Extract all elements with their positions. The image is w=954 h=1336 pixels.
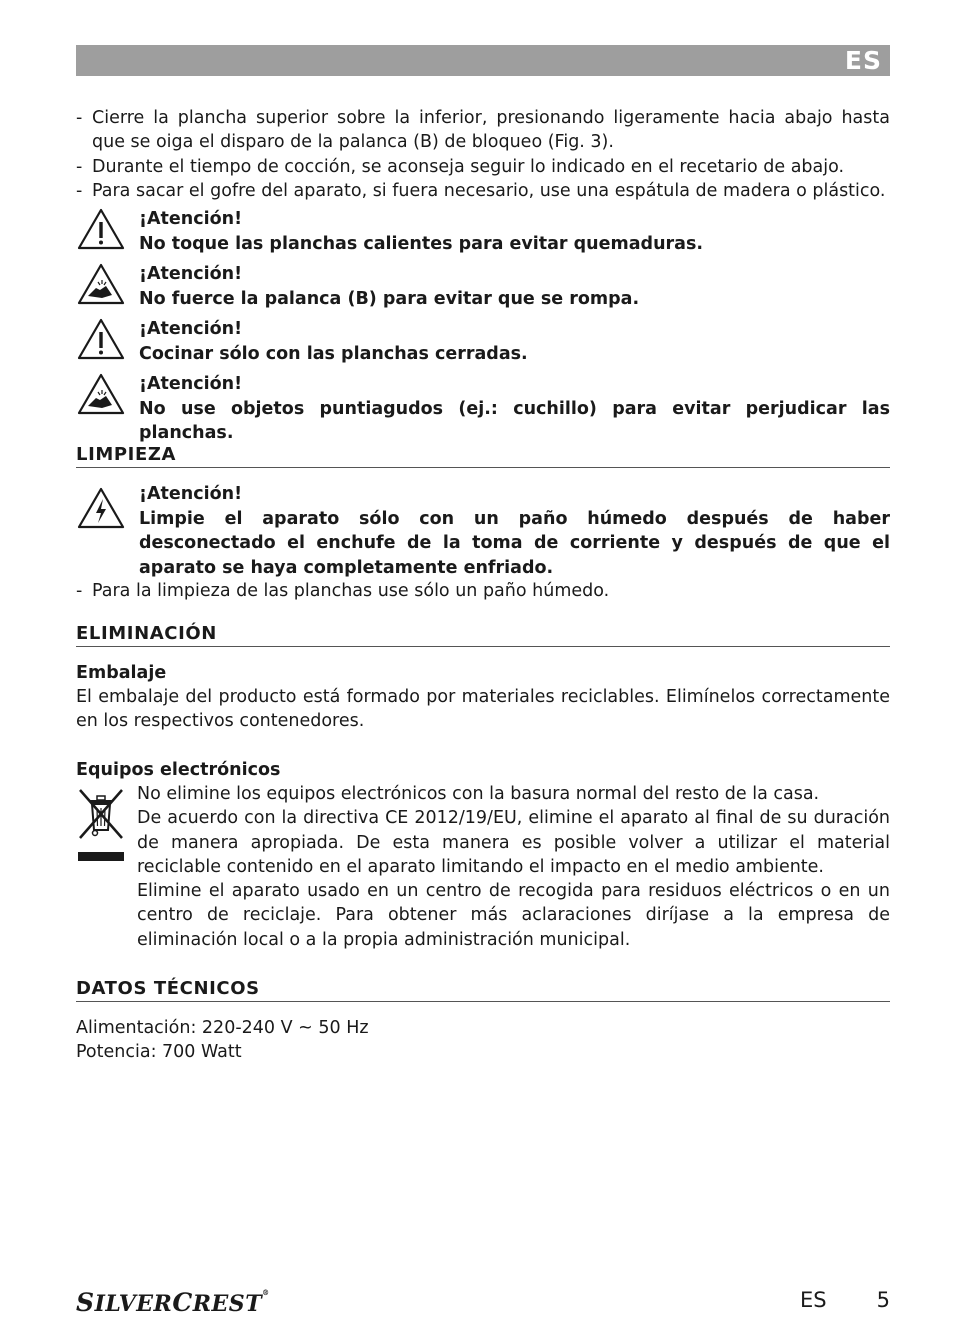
intro-bullet-list bbox=[76, 106, 890, 203]
equipos-text-block bbox=[137, 782, 890, 952]
subheading-equipos: Equipos electrónicos bbox=[76, 760, 281, 780]
spec-alimentacion: Alimentación: 220-240 V ~ 50 Hz bbox=[76, 1018, 369, 1038]
warning-triangle-icon bbox=[76, 207, 126, 251]
hand-crush-warning-icon bbox=[76, 262, 126, 306]
hand-crush-warning-icon bbox=[76, 372, 126, 416]
list-item: - Durante el tiempo de cocción, se aconseja seguir lo indicado en el recetario de abajo. bbox=[76, 155, 890, 179]
cleaning-bullet-list bbox=[76, 579, 890, 603]
paragraph-equipos-1: No elimine los equipos electrónicos con la basura normal del resto de la casa. bbox=[137, 784, 820, 804]
warning-title: ¡Atención! bbox=[139, 484, 243, 504]
warning-text: No use objetos puntiagudos (ej.: cuchillo) para evitar perjudicar las planchas. bbox=[139, 398, 890, 444]
section-title-datos-tecnicos: DATOS TÉCNICOS bbox=[76, 978, 890, 1002]
electric-shock-warning-icon bbox=[76, 486, 126, 530]
warning-title: ¡Atención! bbox=[139, 319, 243, 339]
silvercrest-logo: SILVERCREST® bbox=[76, 1288, 270, 1317]
warning-block-cleaning bbox=[76, 482, 890, 580]
warning-block-sharp-objects bbox=[76, 372, 890, 446]
language-header-bar bbox=[76, 45, 890, 76]
warning-title: ¡Atención! bbox=[139, 264, 243, 284]
footer-language: ES bbox=[800, 1288, 827, 1312]
spec-potencia: Potencia: 700 Watt bbox=[76, 1042, 242, 1062]
paragraph-embalaje: El embalaje del producto está formado por materiales reciclables. Elimínelos correctamente en los respectivos contenedores. bbox=[76, 687, 890, 732]
list-item: - Cierre la plancha superior sobre la inferior, presionando ligeramente hacia abajo hasta que se oiga el disparo de la palanca (B) de bloqueo (Fig. 3). bbox=[76, 106, 890, 155]
section-title-eliminacion: ELIMINACIÓN bbox=[76, 623, 890, 647]
warning-title: ¡Atención! bbox=[139, 374, 243, 394]
subheading-embalaje: Embalaje bbox=[76, 663, 167, 683]
crossed-out-bin-icon bbox=[76, 786, 126, 864]
language-code: ES bbox=[844, 46, 882, 75]
warning-text: Limpie el aparato sólo con un paño húmedo después de haber desconectado el enchufe de la toma de corriente y después de que el aparato se haya completamente enfriado. bbox=[139, 508, 890, 578]
warning-title: ¡Atención! bbox=[139, 209, 243, 229]
warning-block-closed-plates bbox=[76, 317, 890, 366]
warning-text: No fuerce la palanca (B) para evitar que se rompa. bbox=[139, 288, 640, 309]
list-item: - Para la limpieza de las planchas use sólo un paño húmedo. bbox=[76, 579, 890, 603]
warning-text: Cocinar sólo con las planchas cerradas. bbox=[139, 343, 528, 364]
warning-triangle-icon bbox=[76, 317, 126, 361]
page-number: 5 bbox=[876, 1288, 890, 1312]
paragraph-equipos-2: De acuerdo con la directiva CE 2012/19/EU, elimine el aparato al final de su duración de manera apropiada. De esta manera es posible volver a utilizar el material reciclable contenido en el aparato limitando el impacto en el medio ambiente. bbox=[137, 808, 890, 877]
warning-block-lever bbox=[76, 262, 890, 311]
paragraph-equipos-3: Elimine el aparato usado en un centro de recogida para residuos eléctricos o en un centro de reciclaje. Para obtener más aclaraciones diríjase a la empresa de eliminación local o a la propia administración municipal. bbox=[137, 881, 890, 950]
warning-text: No toque las planchas calientes para evitar quemaduras. bbox=[139, 233, 704, 254]
list-item: - Para sacar el gofre del aparato, si fuera necesario, use una espátula de madera o plástico. bbox=[76, 179, 890, 203]
section-title-limpieza: LIMPIEZA bbox=[76, 444, 890, 468]
warning-block-hot-plates bbox=[76, 207, 890, 256]
